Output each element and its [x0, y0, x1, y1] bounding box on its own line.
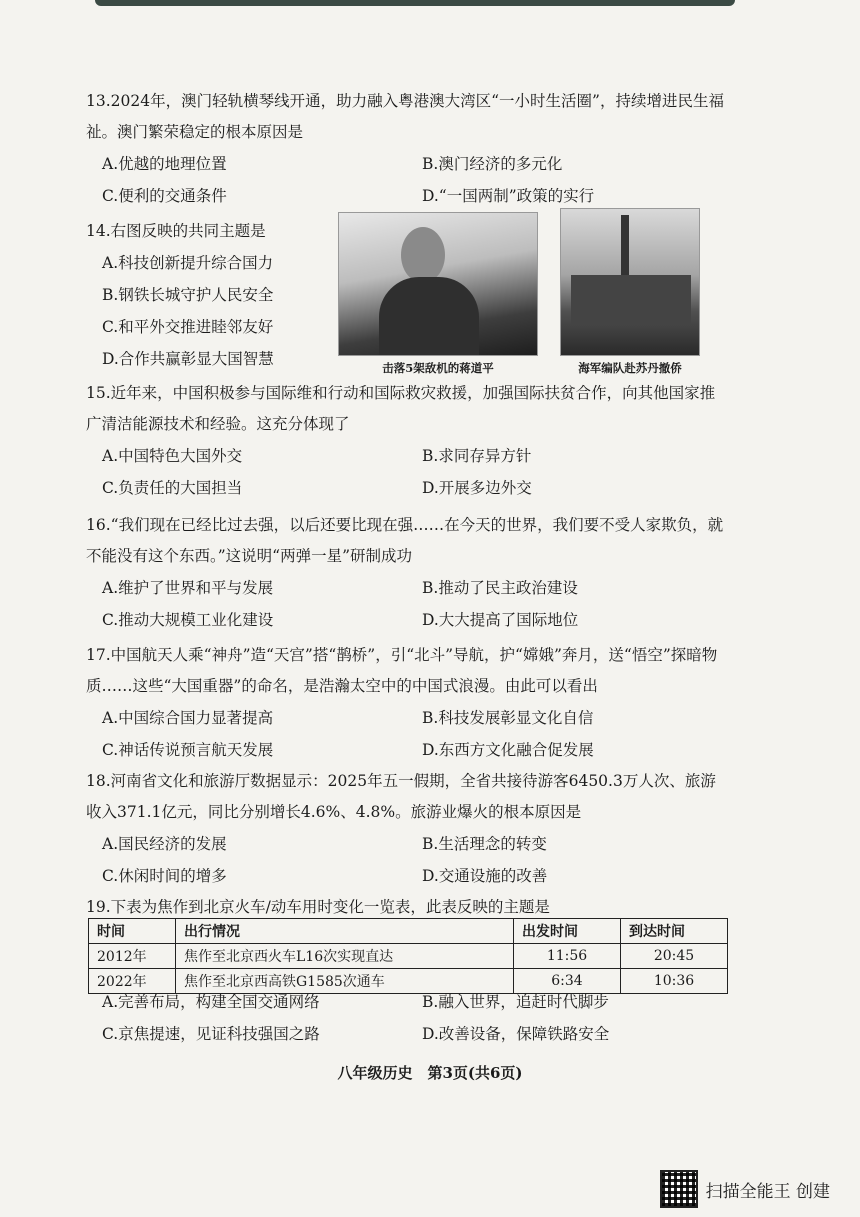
- figure-pilot: [338, 212, 538, 376]
- option-b: B.生活理念的转变: [422, 835, 547, 853]
- option-d: D.东西方文化融合促发展: [422, 741, 594, 759]
- question-14: [86, 216, 346, 375]
- pilot-photo: [338, 212, 538, 356]
- question-17-options: [86, 702, 726, 766]
- option-d: D.大大提高了国际地位: [422, 611, 579, 629]
- question-19-options-wrap: [86, 986, 726, 1050]
- option-d: D.合作共赢彰显大国智慧: [102, 350, 274, 368]
- question-13-options: [86, 148, 726, 212]
- table-cell: 6:34: [514, 969, 621, 994]
- question-13: [86, 86, 726, 212]
- question-19-options: [86, 986, 726, 1050]
- table-cell: 11:56: [514, 944, 621, 969]
- table-header: 出行情况: [176, 919, 514, 944]
- option-c: C.休闲时间的增多: [102, 867, 227, 885]
- option-a: A.国民经济的发展: [102, 835, 227, 853]
- option-c: C.推动大规模工业化建设: [102, 611, 274, 629]
- question-16: [86, 510, 726, 636]
- option-b: B.融入世界，追赶时代脚步: [422, 993, 609, 1011]
- question-16-stem: 16.“我们现在已经比过去强，以后还要比现在强……在今天的世界，我们要不受人家欺负，就不能没有这个东西。”这说明“两弹一星”研制成功: [86, 516, 724, 565]
- option-c: C.负责任的大国担当: [102, 479, 243, 497]
- table-header: 出发时间: [514, 919, 621, 944]
- question-19-stem: 19.下表为焦作到北京火车/动车用时变化一览表，此表反映的主题是: [86, 898, 550, 916]
- option-a: A.维护了世界和平与发展: [102, 579, 274, 597]
- option-c: C.京焦提速，见证科技强国之路: [102, 1025, 320, 1043]
- qr-code-icon: [660, 1170, 698, 1208]
- table-cell: 2022年: [89, 969, 176, 994]
- rail-time-table: [88, 918, 728, 994]
- table-header-row: [89, 919, 728, 944]
- option-b: B.推动了民主政治建设: [422, 579, 578, 597]
- question-15-stem: 15.近年来，中国积极参与国际维和行动和国际救灾救援，加强国际扶贫合作，向其他国家推广清洁能源技术和经验。这充分体现了: [86, 384, 716, 433]
- scanner-watermark: [660, 1170, 830, 1208]
- question-18-stem: 18.河南省文化和旅游厅数据显示：2025年五一假期，全省共接待游客6450.3万人次、旅游收入371.1亿元，同比分别增长4.6%、4.8%。旅游业爆火的根本原因是: [86, 772, 716, 821]
- question-13-stem: 13.2024年，澳门轻轨横琴线开通，助力融入粤港澳大湾区“一小时生活圈”，持续增进民生福祉。澳门繁荣稳定的根本原因是: [86, 92, 724, 141]
- question-15-options: [86, 440, 726, 504]
- table-cell: 10:36: [621, 969, 728, 994]
- option-d: D.交通设施的改善: [422, 867, 548, 885]
- table-header: 时间: [89, 919, 176, 944]
- option-d: D.改善设备，保障铁路安全: [422, 1025, 610, 1043]
- question-17: [86, 640, 726, 766]
- option-b: B.钢铁长城守护人民安全: [102, 286, 274, 304]
- option-a: A.优越的地理位置: [102, 155, 227, 173]
- option-d: D.开展多边外交: [422, 479, 532, 497]
- question-16-options: [86, 572, 726, 636]
- caption-pilot: 击落5架敌机的蒋道平: [382, 361, 494, 375]
- table-cell: 20:45: [621, 944, 728, 969]
- table-cell: 焦作至北京西火车L16次实现直达: [176, 944, 514, 969]
- option-d: D.“一国两制”政策的实行: [422, 187, 595, 205]
- option-b: B.科技发展彰显文化自信: [422, 709, 594, 727]
- table-cell: 焦作至北京西高铁G1585次通车: [176, 969, 514, 994]
- navy-photo: [560, 208, 700, 356]
- question-14-stem: 14.右图反映的共同主题是: [86, 222, 266, 240]
- table-cell: 2012年: [89, 944, 176, 969]
- option-a: A.科技创新提升综合国力: [102, 254, 274, 272]
- scan-top-edge: [95, 0, 735, 6]
- scanner-label: 扫描全能王 创建: [705, 1181, 830, 1202]
- table-header: 到达时间: [621, 919, 728, 944]
- page-footer: 八年级历史 第3页(共6页): [337, 1064, 523, 1082]
- option-a: A.中国特色大国外交: [102, 447, 243, 465]
- question-15: [86, 378, 726, 504]
- option-a: A.中国综合国力显著提高: [102, 709, 274, 727]
- caption-navy: 海军编队赴苏丹撤侨: [578, 361, 682, 375]
- option-c: C.和平外交推进睦邻友好: [102, 318, 274, 336]
- question-17-stem: 17.中国航天人乘“神舟”造“天宫”搭“鹊桥”，引“北斗”导航，护“嫦娥”奔月，送“悟空”探暗物质……这些“大国重器”的命名，是浩瀚太空中的中国式浪漫。由此可以看出: [86, 646, 718, 695]
- question-18: [86, 766, 726, 892]
- option-b: B.求同存异方针: [422, 447, 532, 465]
- option-c: C.便利的交通条件: [102, 187, 227, 205]
- figure-navy: [560, 208, 700, 376]
- option-b: B.澳门经济的多元化: [422, 155, 563, 173]
- option-c: C.神话传说预言航天发展: [102, 741, 274, 759]
- option-a: A.完善布局，构建全国交通网络: [102, 993, 320, 1011]
- table-row: [89, 944, 728, 969]
- question-14-options: [86, 247, 346, 375]
- question-18-options: [86, 828, 726, 892]
